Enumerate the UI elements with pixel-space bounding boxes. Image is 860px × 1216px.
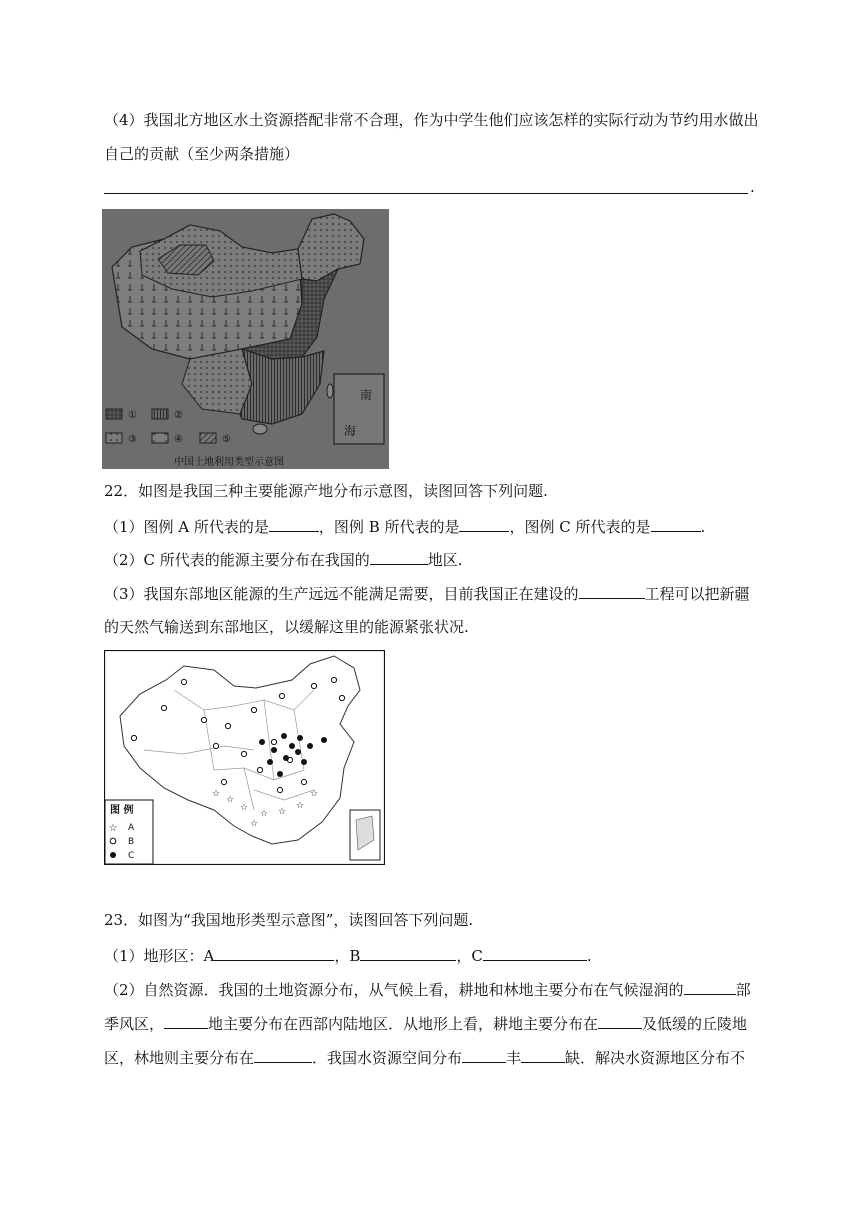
- q22-part1: [104, 516, 705, 537]
- q23-blank-plain[interactable]: [598, 1013, 642, 1029]
- q22-part3-a: （3）我国东部地区能源的生产远远不能满足需要，目前我国正在建设的: [104, 585, 579, 603]
- legend-label-4: ④: [174, 434, 183, 445]
- legend-label-3: ③: [128, 434, 137, 445]
- q23-part2-l3-b: ．我国水资源空间分布: [312, 1049, 463, 1067]
- inset-label-1: 南: [360, 388, 373, 402]
- q23-part2-l3-a: 区，林地则主要分布在: [104, 1049, 255, 1067]
- energy-site-a: ☆: [249, 819, 259, 829]
- energy-map: [104, 650, 385, 865]
- q23-part2-l2-c: 及低缓的丘陵地: [642, 1015, 748, 1033]
- q22-part1-end: .: [700, 518, 706, 536]
- q23-part1-c: ，C: [456, 947, 483, 965]
- energy-legend-c: C: [128, 851, 135, 861]
- q22-part3-line2: 的天然气输送到东部地区，以缓解这里的能源紧张状况.: [104, 618, 469, 636]
- inset-label-2: 海: [344, 424, 357, 438]
- energy-site-c: [271, 747, 277, 753]
- legend-label-5: ⑤: [222, 434, 231, 445]
- energy-site-b: [131, 735, 136, 740]
- energy-site-b: [277, 787, 282, 792]
- energy-site-a: ☆: [277, 807, 287, 817]
- q23-blank-rich[interactable]: [462, 1047, 506, 1063]
- energy-site-c: [321, 737, 327, 743]
- q23-part2-l2-b: 地主要分布在西部内陆地区．从地形上看，耕地主要分布在: [208, 1015, 599, 1033]
- q23-part2-l3-d: 缺．解决水资源地区分布不: [565, 1049, 746, 1067]
- energy-site-a: ☆: [309, 789, 319, 799]
- q23-part1-end: .: [586, 947, 592, 965]
- q22-part2: [104, 549, 463, 570]
- q21-part4-line2: 自己的贡献（至少两条措施）: [104, 145, 300, 163]
- q22-part2-a: （2）C 所代表的能源主要分布在我国的: [104, 551, 370, 569]
- q23-part2-line3: [104, 1047, 745, 1068]
- q23-blank-b[interactable]: [360, 945, 456, 961]
- legend-label-2: ②: [174, 410, 183, 421]
- land-use-map-caption: 中国土地利用类型示意图: [174, 457, 284, 468]
- energy-site-b: [271, 739, 276, 744]
- energy-site-b: [257, 767, 262, 772]
- q22-part3-b: 工程可以把新疆: [644, 585, 750, 603]
- energy-site-c: [281, 733, 287, 739]
- q22-blank-c[interactable]: [651, 516, 701, 532]
- energy-site-a: ☆: [211, 789, 221, 799]
- energy-site-b: [181, 679, 186, 684]
- energy-site-b: [339, 695, 344, 700]
- energy-site-b: [331, 677, 336, 682]
- q23-part2-l3-c: 丰: [506, 1049, 522, 1067]
- filled-circle-icon: [110, 852, 116, 858]
- land-use-map-figure: [102, 209, 389, 469]
- energy-site-b: [241, 751, 246, 756]
- energy-site-c: [295, 749, 301, 755]
- q22-part2-b: 地区.: [427, 551, 463, 569]
- q23-part2-line2: [104, 1013, 747, 1034]
- energy-legend: [105, 800, 153, 864]
- energy-site-c: [289, 743, 295, 749]
- q23-blank-forest[interactable]: [254, 1047, 312, 1063]
- energy-site-c: [259, 739, 265, 745]
- q22-blank-region[interactable]: [370, 549, 428, 565]
- answer-blank-line[interactable]: [104, 193, 748, 194]
- q23-blank-c[interactable]: [483, 945, 587, 961]
- energy-site-c: [307, 743, 313, 749]
- energy-site-a: ☆: [239, 803, 249, 813]
- q22-blank-b[interactable]: [459, 516, 509, 532]
- energy-site-b: [301, 779, 306, 784]
- q23-blank-a[interactable]: [214, 945, 334, 961]
- energy-map-figure: [104, 650, 385, 865]
- energy-site-b: [213, 743, 218, 748]
- q23-blank-humid[interactable]: [684, 979, 736, 995]
- q23-part1-b: ，B: [334, 947, 361, 965]
- q22-part1-a: （1）图例 A 所代表的是: [104, 518, 269, 536]
- q22-part3-line1: [104, 583, 750, 604]
- energy-site-c: [267, 759, 273, 765]
- q23-blank-land[interactable]: [164, 1013, 208, 1029]
- energy-legend-a: A: [128, 823, 135, 833]
- south-sea-inset: [334, 374, 384, 444]
- open-circle-icon: [110, 838, 116, 844]
- energy-site-b: [221, 779, 226, 784]
- q22-part1-c: ，图例 C 所代表的是: [509, 518, 651, 536]
- q23-part2-l1-b: 部: [735, 981, 751, 999]
- q23-part1-a: （1）地形区：A: [104, 947, 215, 965]
- energy-site-a: ☆: [259, 809, 269, 819]
- q22-blank-a[interactable]: [269, 516, 319, 532]
- energy-site-b: [251, 707, 256, 712]
- q22-blank-project[interactable]: [579, 583, 645, 599]
- q22-stem: 22．如图是我国三种主要能源产地分布示意图，读图回答下列问题.: [104, 482, 548, 500]
- energy-site-b: [201, 717, 206, 722]
- energy-site-c: [277, 771, 283, 777]
- q23-stem: 23．如图为“我国地形类型示意图”，读图回答下列问题.: [104, 911, 474, 929]
- q22-part1-b: ，图例 B 所代表的是: [318, 518, 460, 536]
- q23-part1: [104, 945, 592, 966]
- star-icon: ☆: [108, 823, 118, 834]
- q23-part2-line1: [104, 979, 751, 1000]
- q21-part4-line1: （4）我国北方地区水土资源搭配非常不合理，作为中学生他们应该怎样的实际行动为节约用水做出: [104, 111, 759, 129]
- energy-site-c: [297, 735, 303, 741]
- energy-site-a: ☆: [225, 795, 235, 805]
- energy-site-b: [161, 705, 166, 710]
- energy-legend-b: B: [128, 837, 135, 847]
- energy-legend-title: 图 例: [110, 805, 134, 816]
- q23-part2-l2-a: 季风区，: [104, 1015, 165, 1033]
- energy-site-a: ☆: [295, 801, 305, 811]
- energy-site-b: [279, 693, 284, 698]
- legend-label-1: ①: [128, 410, 137, 421]
- energy-site-b: [311, 683, 316, 688]
- energy-site-c: [283, 755, 289, 761]
- q23-part2-l1-a: （2）自然资源．我国的土地资源分布，从气候上看，耕地和林地主要分布在气候湿润的: [104, 981, 684, 999]
- energy-site-b: [225, 723, 230, 728]
- energy-site-c: [301, 759, 307, 765]
- land-use-map: [102, 209, 389, 469]
- q23-blank-lack[interactable]: [521, 1047, 565, 1063]
- answer-end-mark: .: [750, 178, 755, 196]
